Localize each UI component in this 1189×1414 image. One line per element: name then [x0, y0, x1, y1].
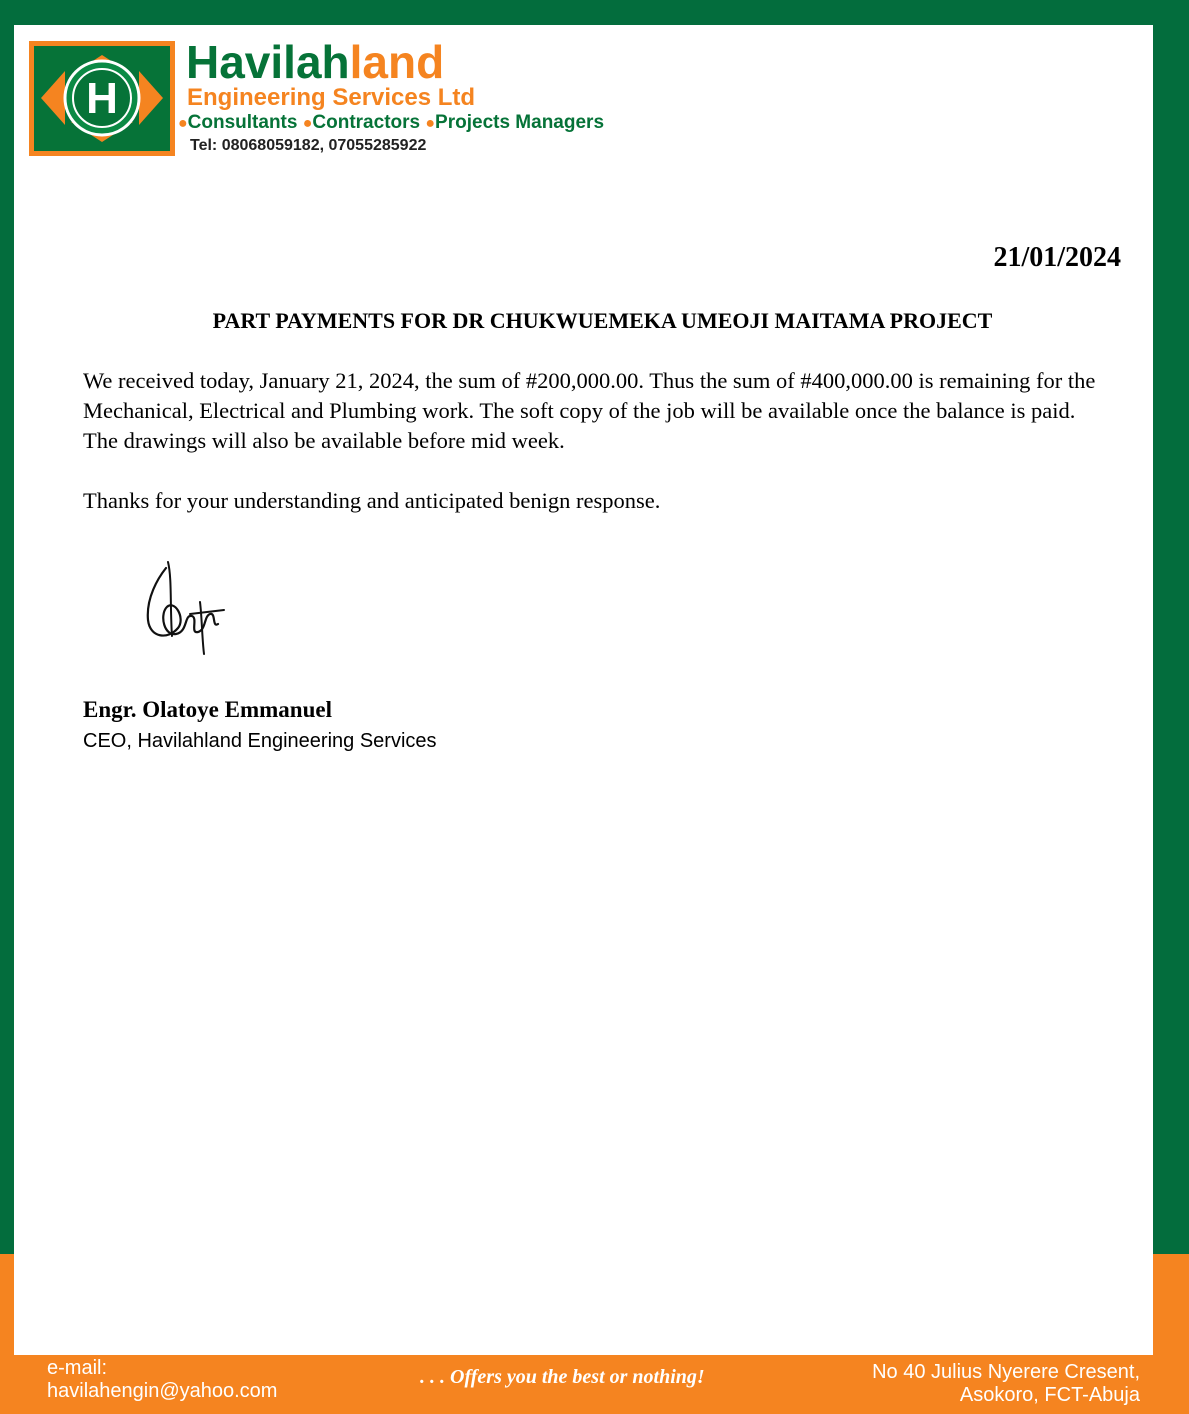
logo-letter: H [86, 74, 118, 123]
handwritten-signature-icon [138, 558, 228, 658]
bullet-icon: ● [425, 115, 436, 132]
service-item: Contractors [312, 112, 421, 133]
address-line-1: No 40 Julius Nyerere Cresent, [872, 1361, 1140, 1383]
signer-role: CEO, Havilahland Engineering Services [83, 730, 437, 752]
letter-closing-paragraph: Thanks for your understanding and anticipated benign response. [83, 488, 661, 513]
letter-title: PART PAYMENTS FOR DR CHUKWUEMEKA UMEOJI MAITAMA PROJECT [212, 308, 993, 333]
company-slogan: . . . Offers you the best or nothing! [420, 1366, 705, 1388]
service-item: Consultants [187, 112, 298, 133]
company-name-part2: land [349, 36, 445, 88]
email-label: e-mail: [47, 1357, 108, 1379]
letter-body-paragraph: We received today, January 21, 2024, the sum of #200,000.00. Thus the sum of #400,000.00 is remaining for the Mechanical, Electrical and Plumbing work. The soft copy of the job will be available once the balance is paid. The drawings will also be available before mid week. [83, 368, 1096, 453]
company-name [186, 36, 444, 88]
address-line-2: Asokoro, FCT-Abuja [959, 1384, 1140, 1406]
letter-sheet [14, 25, 1153, 1355]
letter-date: 21/01/2024 [993, 242, 1121, 273]
frame-border-left [0, 0, 14, 1260]
email-address: havilahengin@yahoo.com [47, 1380, 278, 1402]
telephone-numbers: Tel: 08068059182, 07055285922 [190, 137, 427, 154]
company-subtitle: Engineering Services Ltd [187, 84, 476, 111]
company-name-part1: Havilah [186, 36, 350, 88]
services-line [178, 112, 604, 134]
bullet-icon: ● [302, 115, 313, 132]
company-logo [29, 41, 175, 156]
frame-border-top [0, 0, 1189, 25]
bullet-icon: ● [178, 115, 188, 132]
service-item: Projects Managers [435, 112, 605, 133]
frame-border-right [1153, 0, 1189, 1260]
logo-emblem-icon [29, 41, 175, 156]
signer-name: Engr. Olatoye Emmanuel [83, 697, 332, 722]
